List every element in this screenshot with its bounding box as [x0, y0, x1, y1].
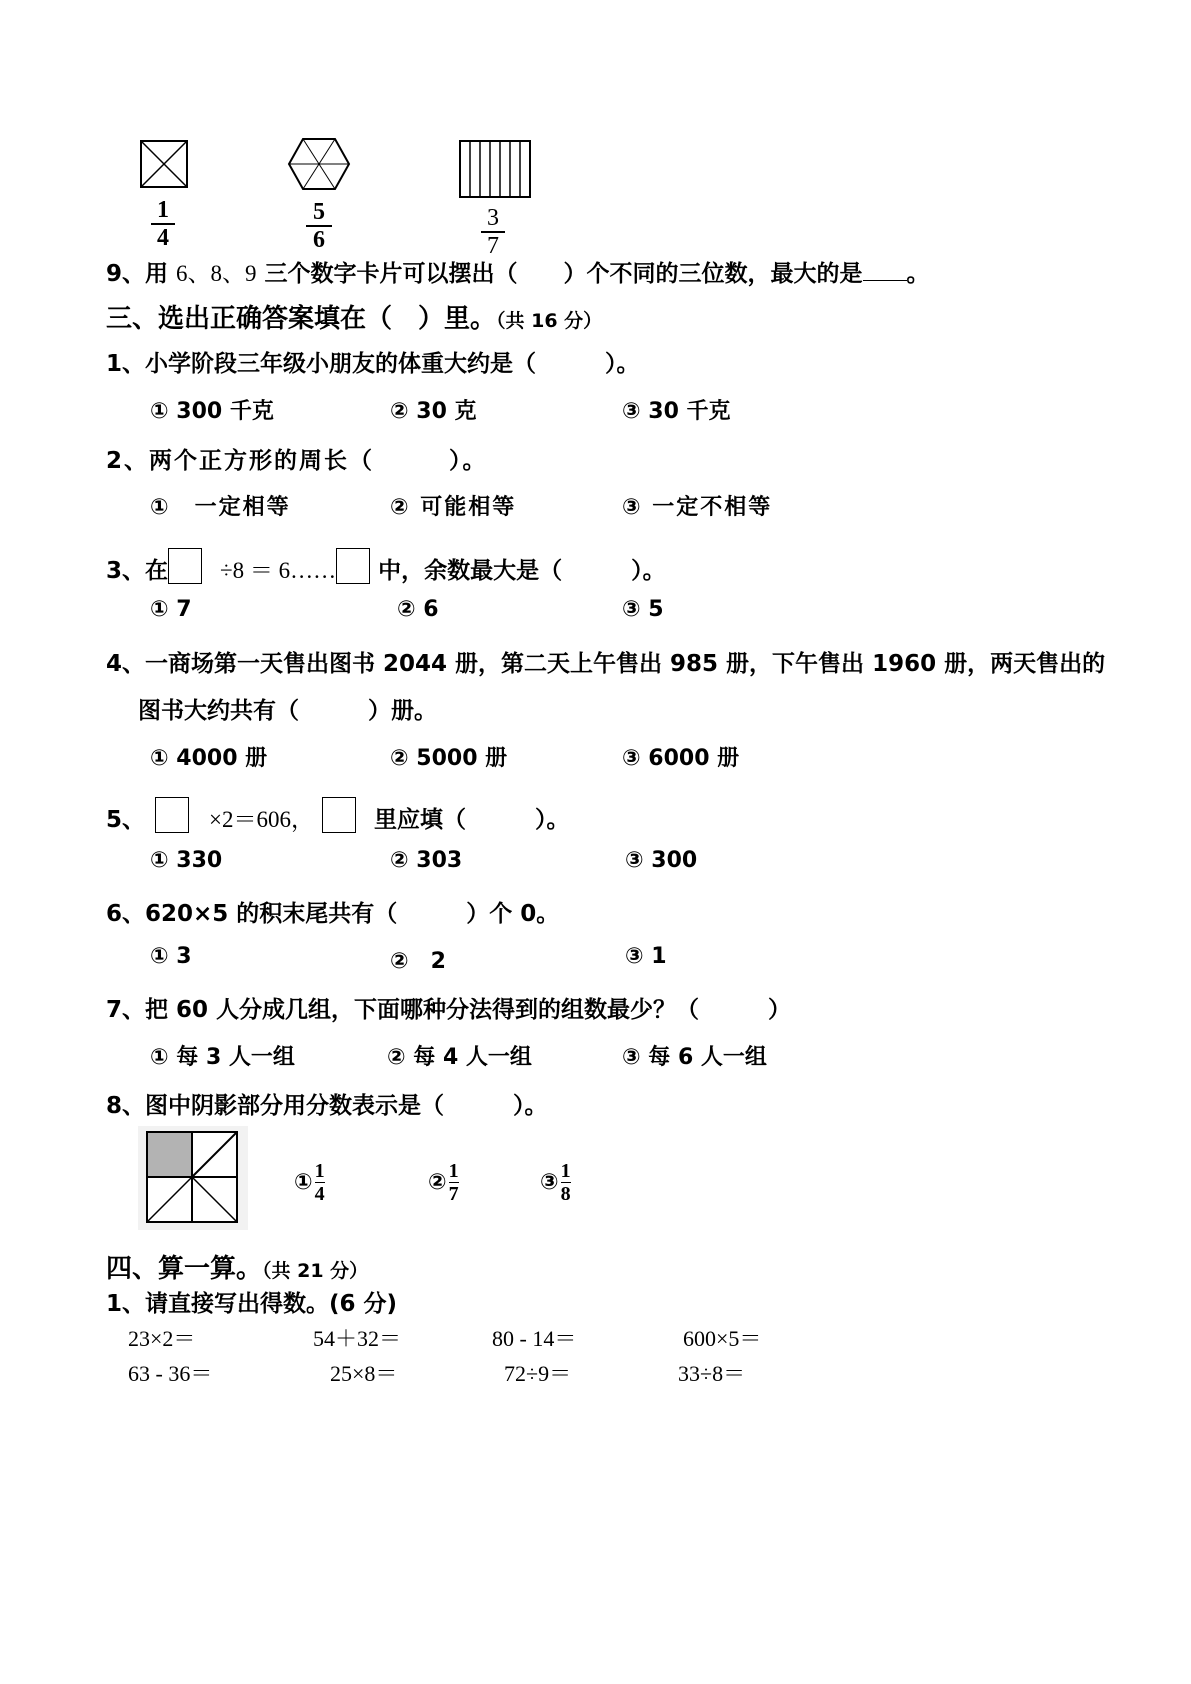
q8-option-1: ① $\frac{1}{4}$ [294, 1160, 325, 1205]
sub-1-title: 1、请直接写出得数。(6 分) [106, 1291, 398, 1317]
answer-blank [863, 280, 907, 281]
q8-option-3: ③ $\frac{1}{8}$ [540, 1160, 571, 1205]
calc-2-4: 33÷8＝ [678, 1361, 746, 1386]
q4-option-3: ③ 6000 册 [622, 746, 740, 771]
answer-box [168, 548, 202, 584]
q2-option-1: ① 一定相等 [150, 495, 291, 520]
q5-option-2: ② 303 [390, 848, 463, 873]
question-6: 6、620×5 的积末尾共有（ ）个 0。 [106, 901, 560, 927]
q7-option-2: ② 每 4 人一组 [387, 1045, 532, 1070]
question-9: 9、用 6、8、9 三个数字卡片可以摆出（ ）个不同的三位数，最大的是 。 [106, 261, 930, 287]
q3-option-2: ② 6 [397, 597, 439, 622]
hexagon-figure [287, 137, 351, 193]
q4-option-1: ① 4000 册 [150, 746, 268, 771]
q8-option-2: ② $\frac{1}{7}$ [428, 1160, 459, 1205]
question-4: 4、一商场第一天售出图书 2044 册，第二天上午售出 985 册，下午售出 1960 册，两天售出的 [106, 651, 1106, 677]
fraction-label-3: $\frac{3}{7}$ [481, 205, 505, 259]
figure-hexagon-sixths [287, 137, 351, 197]
square-diagonals-figure [140, 140, 190, 190]
q6-option-3: ③ 1 [625, 944, 667, 969]
shaded-region [147, 1132, 192, 1177]
q1-option-1: ① 300 千克 [150, 399, 274, 424]
q6-option-2: ② 2 [390, 949, 446, 974]
calc-1-1: 23×2＝ [128, 1326, 196, 1351]
q7-option-3: ③ 每 6 人一组 [622, 1045, 767, 1070]
calc-2-2: 25×8＝ [330, 1361, 398, 1386]
section-3-title: 三、选出正确答案填在（ ）里。（共 16 分） [106, 304, 603, 334]
section-4-title: 四、算一算。（共 21 分） [106, 1254, 369, 1284]
figure-rect-sevenths [459, 140, 533, 204]
answer-box [336, 548, 370, 584]
q4-option-2: ② 5000 册 [390, 746, 508, 771]
q1-option-2: ② 30 克 [390, 399, 477, 424]
question-2: 2、两个正方形的周长（ ）。 [106, 448, 488, 474]
q5-option-3: ③ 300 [625, 848, 698, 873]
question-7: 7、把 60 人分成几组，下面哪种分法得到的组数最少？（ ） [106, 997, 792, 1023]
answer-box [155, 797, 189, 833]
q5-option-1: ① 330 [150, 848, 223, 873]
answer-box [322, 797, 356, 833]
question-1: 1、小学阶段三年级小朋友的体重大约是（ ）。 [106, 351, 640, 377]
calc-2-1: 63 - 36＝ [128, 1361, 213, 1386]
striped-rectangle-figure [459, 140, 533, 200]
calc-1-3: 80 - 14＝ [492, 1326, 577, 1351]
shaded-square-figure [138, 1126, 248, 1234]
calc-1-4: 600×5＝ [683, 1326, 762, 1351]
q6-option-1: ① 3 [150, 944, 192, 969]
fraction-label-1: $\frac{1}{4}$ [151, 197, 175, 251]
q3-option-3: ③ 5 [622, 597, 664, 622]
q3-option-1: ① 7 [150, 597, 192, 622]
q1-option-3: ③ 30 千克 [622, 399, 731, 424]
q2-option-2: ② 可能相等 [390, 495, 517, 520]
calc-1-2: 54＋32＝ [313, 1326, 402, 1351]
question-8: 8、图中阴影部分用分数表示是（ ）。 [106, 1093, 548, 1119]
q2-option-3: ③ 一定不相等 [622, 495, 773, 520]
question-4-line-2: 图书大约共有（ ）册。 [138, 698, 437, 724]
calc-2-3: 72÷9＝ [504, 1361, 572, 1386]
figure-square-quarters [140, 140, 190, 194]
fraction-label-2: $\frac{5}{6}$ [306, 199, 332, 253]
question-5: 5、 ×2＝606， 里应填（ ）。 [106, 797, 570, 834]
q7-option-1: ① 每 3 人一组 [150, 1045, 295, 1070]
question-3: 3、在 ÷8 ＝ 6…… 中，余数最大是（ ）。 [106, 548, 666, 585]
